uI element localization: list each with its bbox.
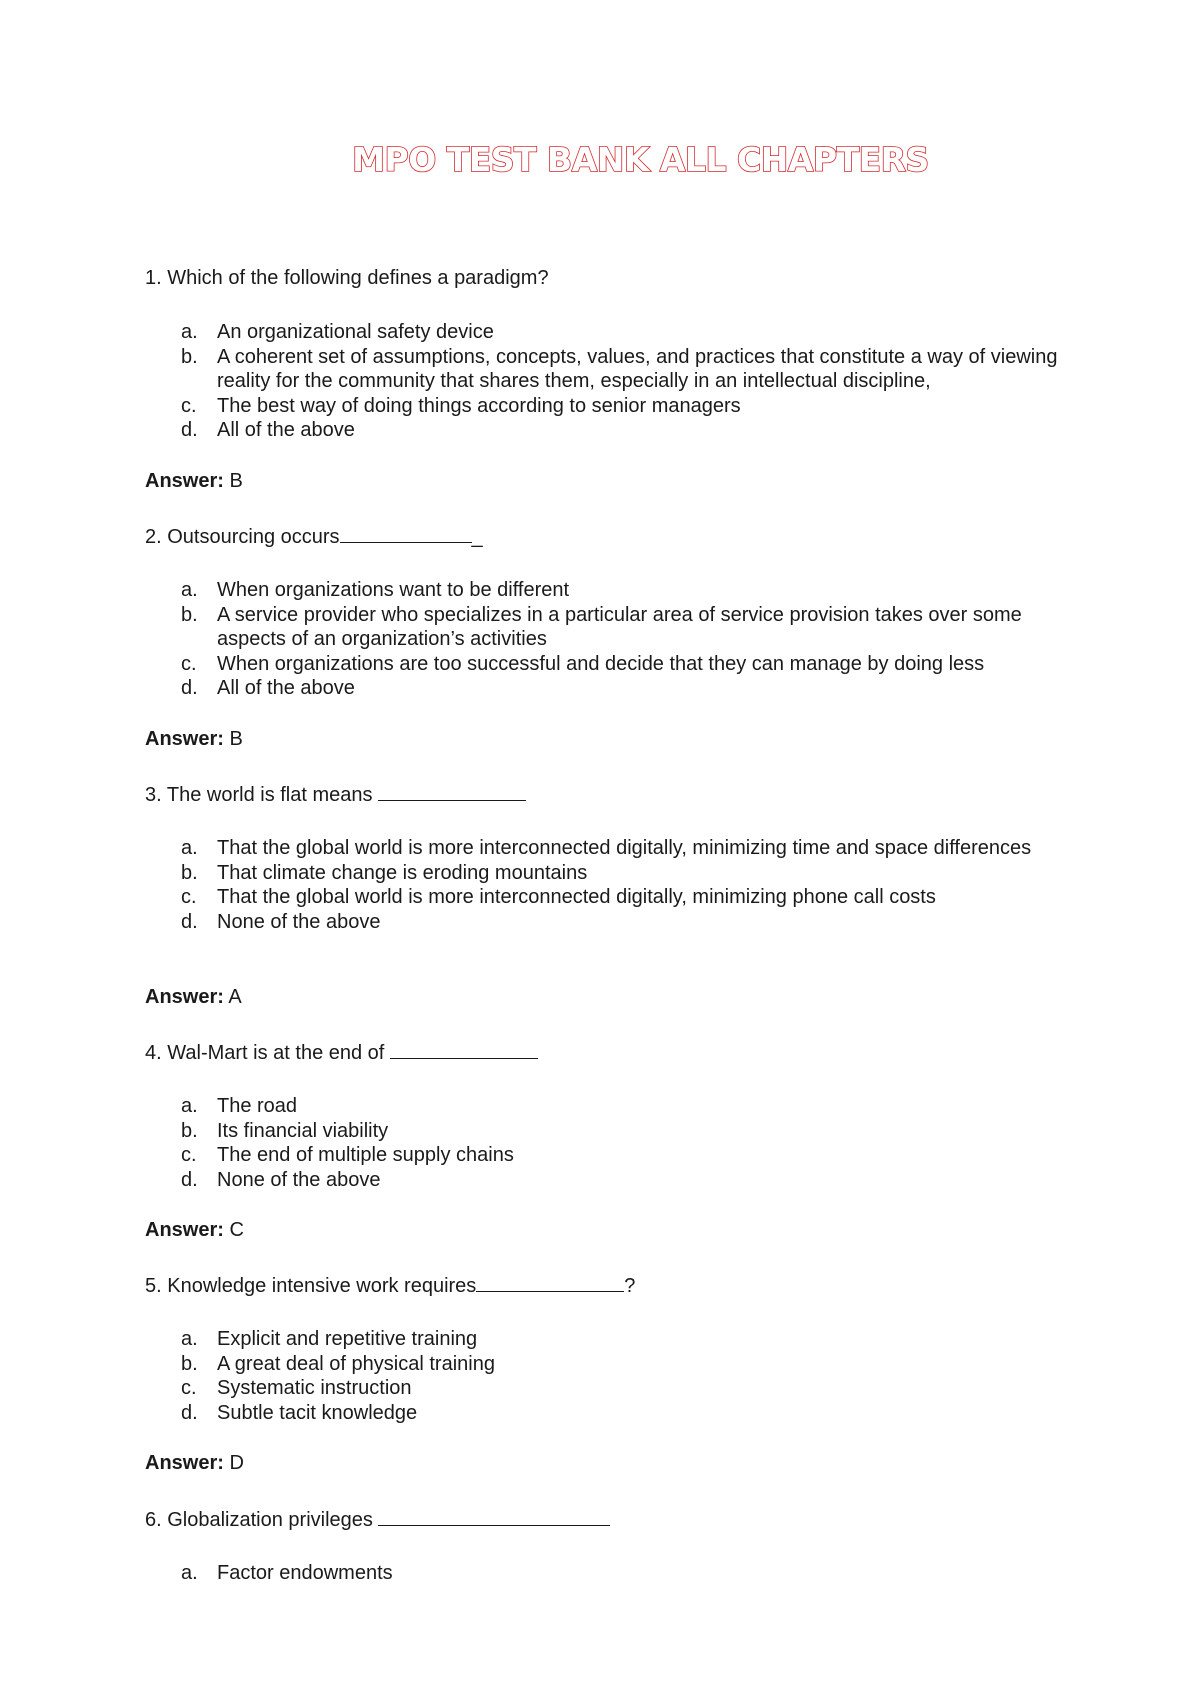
answer-value: B (229, 470, 243, 492)
question-text: 6. Globalization privileges (145, 1509, 373, 1531)
question-3 (145, 782, 526, 807)
question-6 (145, 1507, 610, 1532)
option-3b (181, 861, 1061, 886)
options-list-1 (181, 320, 1061, 443)
option-2d (181, 676, 1061, 701)
option-6a (181, 1561, 1061, 1586)
option-5d (181, 1401, 1061, 1426)
question-1 (145, 266, 549, 290)
option-5b (181, 1352, 1061, 1377)
question-text: 2. Outsourcing occurs (145, 526, 340, 548)
question-suffix: _ (471, 526, 483, 548)
answer-5 (145, 1451, 244, 1475)
answer-blank (390, 1040, 538, 1059)
answer-4 (145, 1218, 244, 1242)
option-text: Systematic instruction (217, 1377, 412, 1399)
option-2c (181, 652, 1061, 677)
answer-blank (476, 1273, 624, 1292)
option-letter: b. (181, 345, 198, 368)
option-letter: d. (181, 419, 198, 441)
option-2a (181, 578, 1061, 603)
option-text: All of the above (217, 419, 355, 441)
answer-blank (378, 1507, 610, 1526)
option-text: Factor endowments (217, 1562, 393, 1584)
option-text: When organizations are too successful and decide that they can manage by doing less (217, 652, 985, 675)
answer-2 (145, 727, 243, 751)
option-1a (181, 320, 1061, 345)
option-4d (181, 1168, 1061, 1193)
answer-value: C (229, 1219, 244, 1241)
option-text: The end of multiple supply chains (217, 1144, 514, 1166)
answer-value: D (229, 1452, 244, 1474)
answer-value: A (228, 986, 242, 1008)
option-5c (181, 1376, 1061, 1401)
option-letter: a. (181, 1095, 198, 1117)
options-list-5 (181, 1327, 1061, 1425)
question-text: 4. Wal-Mart is at the end of (145, 1042, 385, 1064)
answer-label: Answer: (145, 728, 224, 750)
option-letter: d. (181, 1401, 198, 1424)
option-letter: d. (181, 677, 198, 699)
option-3c (181, 885, 1061, 910)
option-1c (181, 394, 1061, 419)
option-1b (181, 345, 1061, 394)
option-letter: a. (181, 837, 198, 859)
option-letter: c. (181, 394, 197, 417)
option-text: Explicit and repetitive training (217, 1328, 478, 1350)
question-4 (145, 1040, 538, 1065)
option-letter: b. (181, 1119, 198, 1142)
option-text: None of the above (217, 1168, 381, 1191)
option-text: A service provider who specializes in a particular area of service provision takes over some aspects of an organization’s activities (217, 603, 1022, 650)
options-list-6 (181, 1561, 1061, 1586)
option-text: All of the above (217, 677, 355, 699)
options-list-2 (181, 578, 1061, 701)
question-text: 5. Knowledge intensive work requires (145, 1275, 477, 1297)
answer-blank (340, 524, 472, 543)
option-text: A coherent set of assumptions, concepts, values, and practices that constitute a way of viewing reality for the community that shares them, especially in an intellectual discipline, (217, 345, 1058, 392)
option-4a (181, 1094, 1061, 1119)
option-text: The best way of doing things according to senior managers (217, 394, 741, 417)
answer-label: Answer: (145, 1452, 224, 1474)
option-text: That the global world is more interconnected digitally, minimizing phone call costs (217, 886, 936, 908)
answer-blank (378, 782, 526, 801)
option-letter: a. (181, 1328, 198, 1350)
option-text: Its financial viability (217, 1119, 389, 1142)
option-letter: c. (181, 1377, 197, 1399)
option-4c (181, 1143, 1061, 1168)
answer-label: Answer: (145, 986, 224, 1008)
option-text: Subtle tacit knowledge (217, 1401, 418, 1424)
option-letter: a. (181, 321, 198, 343)
answer-1 (145, 469, 243, 493)
option-5a (181, 1327, 1061, 1352)
option-letter: c. (181, 652, 197, 675)
answer-label: Answer: (145, 470, 224, 492)
option-2b (181, 603, 1061, 652)
option-letter: c. (181, 886, 197, 908)
question-5 (145, 1273, 635, 1298)
question-suffix: ? (624, 1275, 636, 1297)
option-letter: c. (181, 1144, 197, 1166)
answer-value: B (229, 728, 243, 750)
option-text: The road (217, 1095, 298, 1117)
option-letter: a. (181, 579, 198, 601)
option-letter: a. (181, 1562, 198, 1584)
option-text: When organizations want to be different (217, 579, 570, 601)
option-4b (181, 1119, 1061, 1144)
page-title: MPO TEST BANK ALL CHAPTERS (352, 140, 929, 179)
option-text: A great deal of physical training (217, 1352, 495, 1375)
option-letter: b. (181, 603, 198, 626)
answer-label: Answer: (145, 1219, 224, 1241)
question-text: 1. Which of the following defines a paradigm? (145, 267, 549, 289)
option-text: None of the above (217, 910, 381, 933)
option-1d (181, 418, 1061, 443)
option-letter: d. (181, 910, 198, 933)
option-text: That climate change is eroding mountains (217, 861, 588, 884)
options-list-3 (181, 836, 1061, 934)
options-list-4 (181, 1094, 1061, 1192)
answer-3 (145, 985, 242, 1009)
question-2 (145, 524, 483, 549)
option-letter: d. (181, 1168, 198, 1191)
option-text: That the global world is more interconnected digitally, minimizing time and space differences (217, 837, 1032, 859)
option-3d (181, 910, 1061, 935)
option-letter: b. (181, 861, 198, 884)
option-text: An organizational safety device (217, 321, 494, 343)
question-text: 3. The world is flat means (145, 784, 373, 806)
option-3a (181, 836, 1061, 861)
option-letter: b. (181, 1352, 198, 1375)
